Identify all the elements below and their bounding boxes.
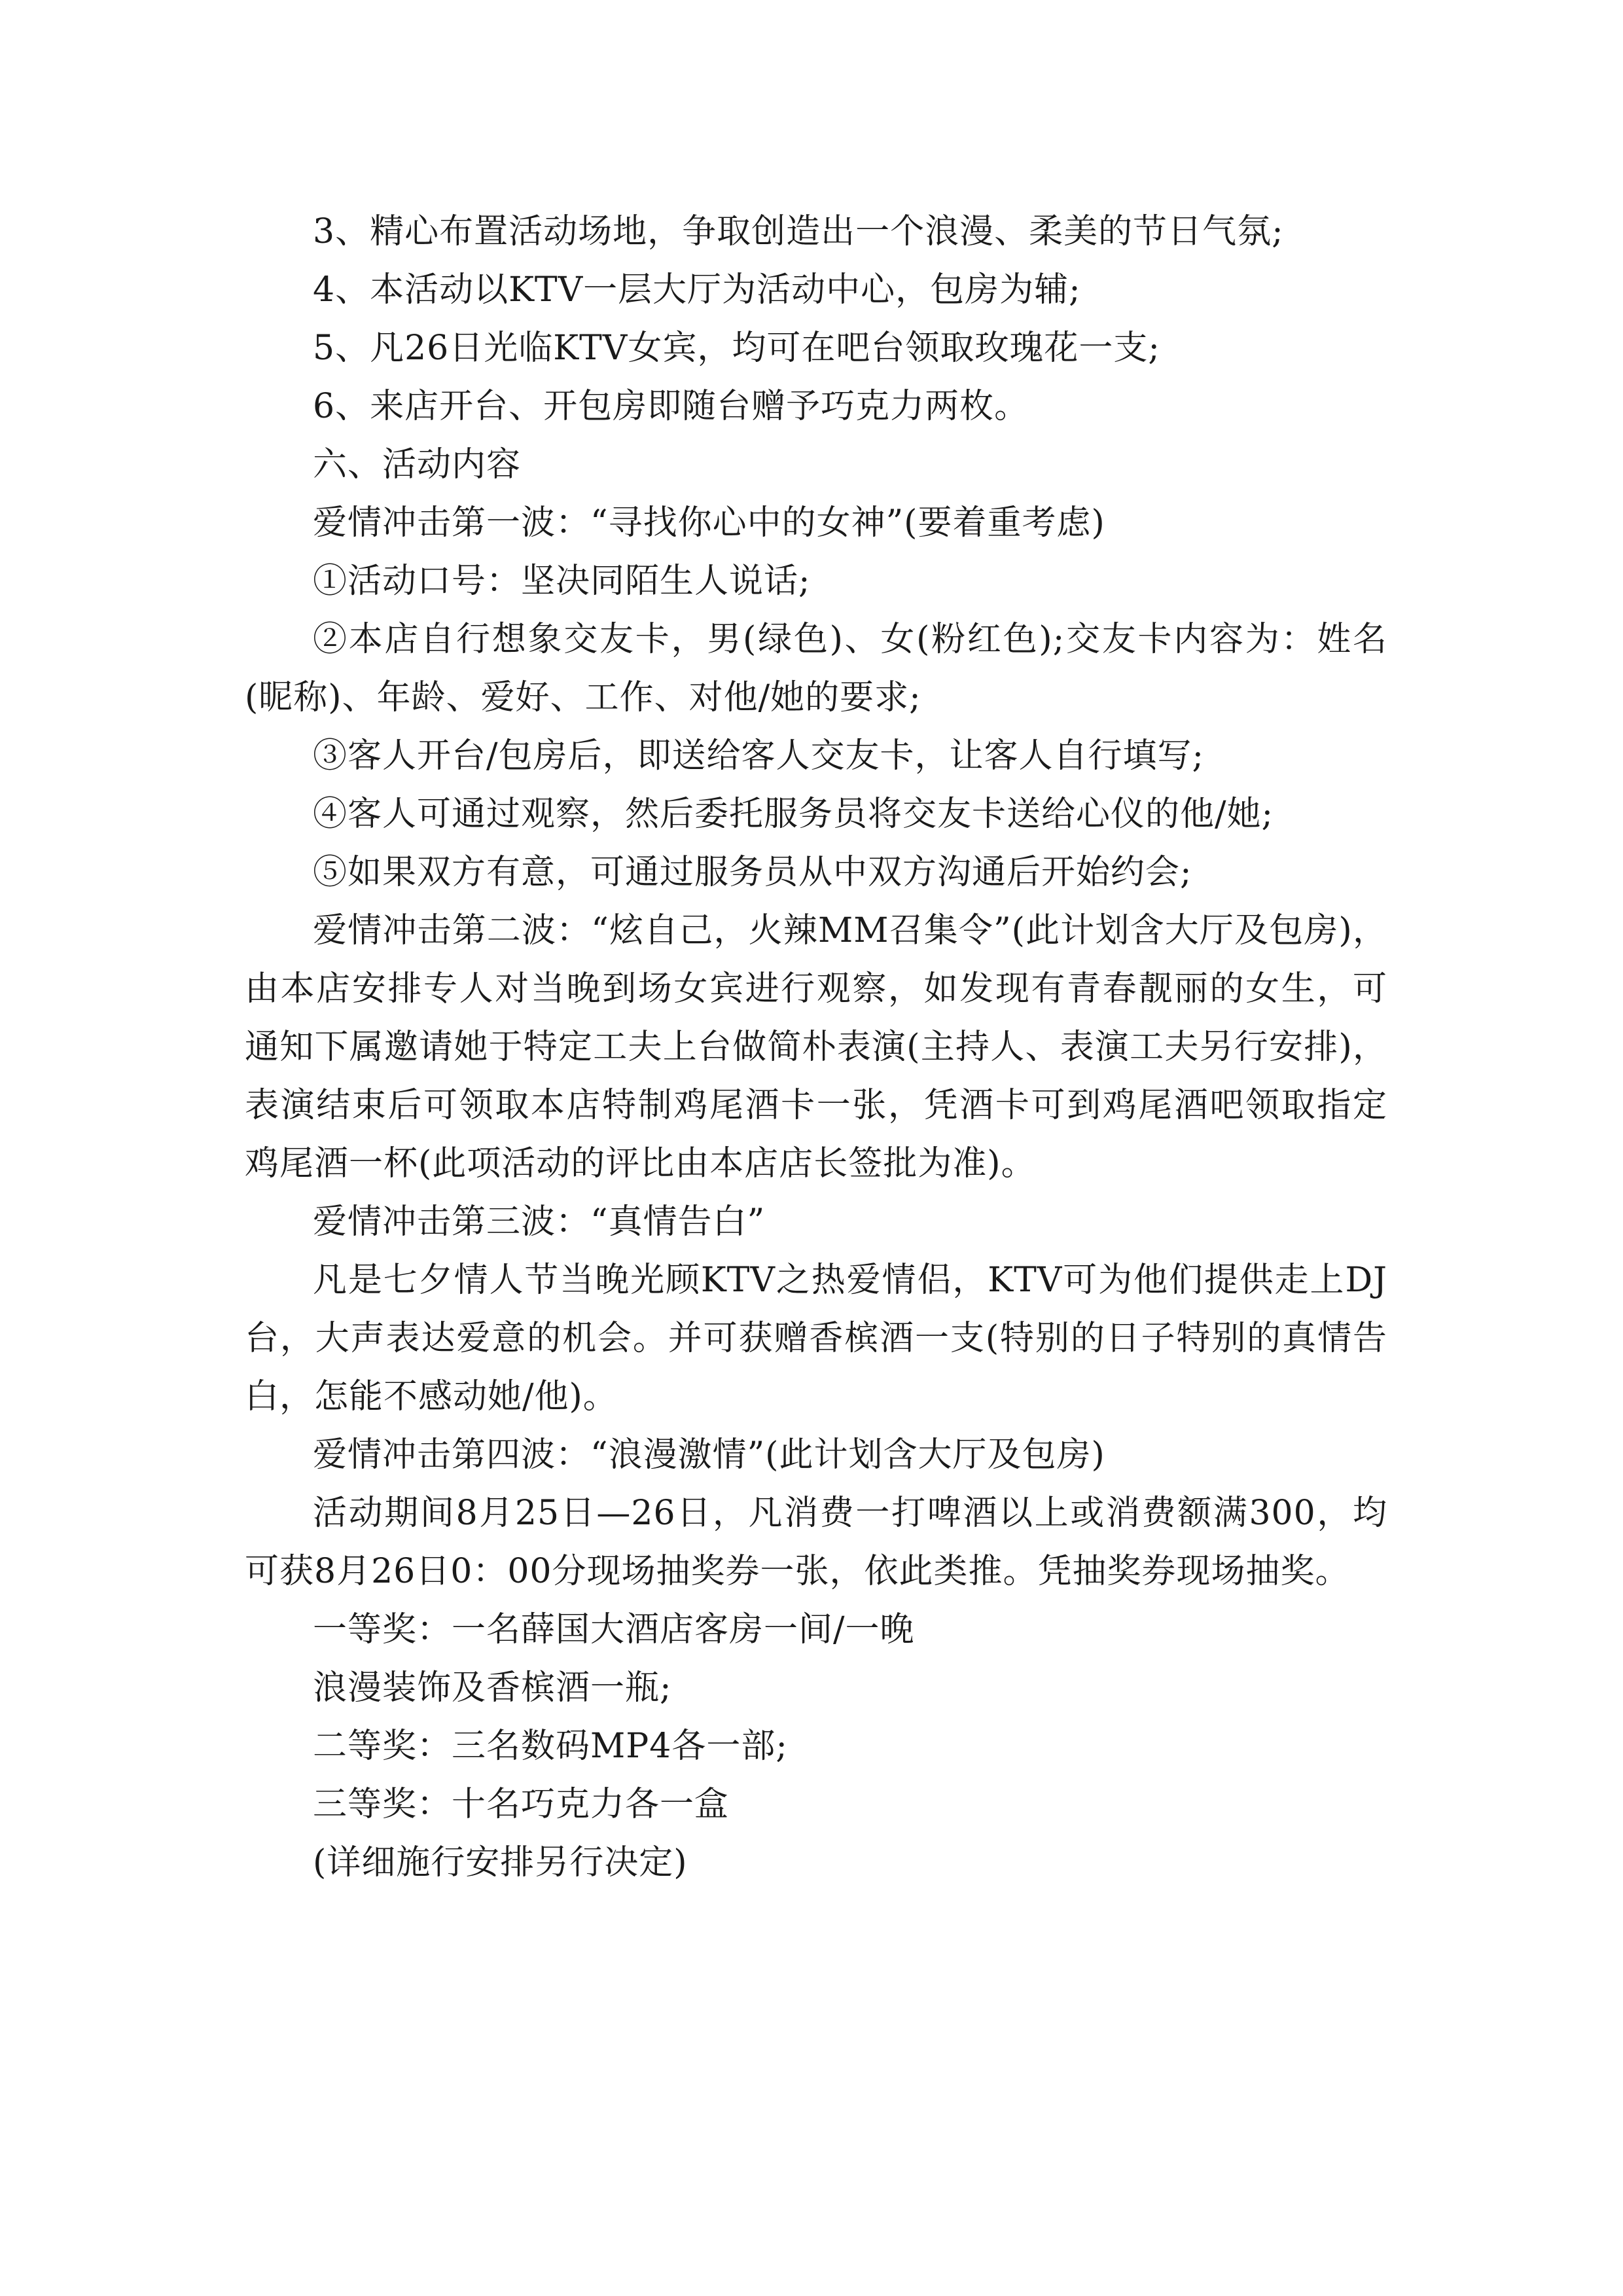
prize-first-extra: 浪漫装饰及香槟酒一瓶;	[313, 1668, 672, 1708]
closing-note: (详细施行安排另行决定)	[313, 1843, 688, 1882]
wave-one-heading: 爱情冲击第一波：“寻找你心中的女神”(要着重考虑)	[313, 503, 1105, 543]
wave-three-heading: 爱情冲击第三波：“真情告白”	[313, 1202, 766, 1242]
list-item-chocolate-gift: 6、来店开台、开包房即随台赠予巧克力两枚。	[313, 387, 1029, 426]
list-item-rose-gift: 5、凡26日光临KTV女宾，均可在吧台领取玫瑰花一支;	[313, 329, 1160, 368]
wave-four-heading: 爱情冲击第四波：“浪漫激情”(此计划含大厅及包房)	[313, 1435, 1105, 1475]
prize-third: 三等奖：十名巧克力各一盒	[313, 1785, 730, 1824]
document-body	[245, 203, 1387, 1892]
wave-one-item-slogan: ①活动口号：坚决同陌生人说话;	[313, 562, 811, 601]
wave-one-item-fill-card: ③客人开台/包房后，即送给客人交友卡，让客人自行填写;	[313, 736, 1205, 776]
wave-one-item-dating: ⑤如果双方有意，可通过服务员从中双方沟通后开始约会;	[313, 853, 1192, 892]
wave-two-paragraph: 爱情冲击第二波：“炫自己，火辣MM召集令”(此计划含大厅及包房)，由本店安排专人对当晚到场女宾进行观察，如发现有青春靓丽的女生，可通知下属邀请她于特定工夫上台做简朴表演(主持人、表演工夫另行安排)，表演结束后可领取本店特制鸡尾酒卡一张，凭酒卡可到鸡尾酒吧领取指定鸡尾酒一杯(此项活动的评比由本店店长签批为准)。	[245, 911, 1387, 1183]
wave-three-paragraph: 凡是七夕情人节当晚光顾KTV之热爱情侣，KTV可为他们提供走上DJ台，大声表达爱意的机会。并可获赠香槟酒一支(特别的日子特别的真情告白，怎能不感动她/他)。	[245, 1261, 1387, 1416]
wave-one-item-friend-card: ②本店自行想象交友卡，男(绿色)、女(粉红色);交友卡内容为：姓名(昵称)、年龄、爱好、工作、对他/她的要求;	[245, 620, 1387, 717]
list-item-activity-center: 4、本活动以KTV一层大厅为活动中心，包房为辅;	[313, 270, 1081, 310]
section-heading-activity-content: 六、活动内容	[313, 445, 522, 484]
wave-one-item-send-card: ④客人可通过观察，然后委托服务员将交友卡送给心仪的他/她;	[313, 795, 1274, 834]
prize-second: 二等奖：三名数码MP4各一部;	[313, 1727, 788, 1766]
list-item-venue-decoration: 3、精心布置活动场地，争取创造出一个浪漫、柔美的节日气氛;	[313, 212, 1284, 251]
wave-four-paragraph: 活动期间8月25日—26日，凡消费一打啤酒以上或消费额满300，均可获8月26日0：00分现场抽奖券一张，依此类推。凭抽奖券现场抽奖。	[245, 1494, 1387, 1591]
prize-first: 一等奖：一名薛国大酒店客房一间/一晚	[313, 1610, 915, 1649]
